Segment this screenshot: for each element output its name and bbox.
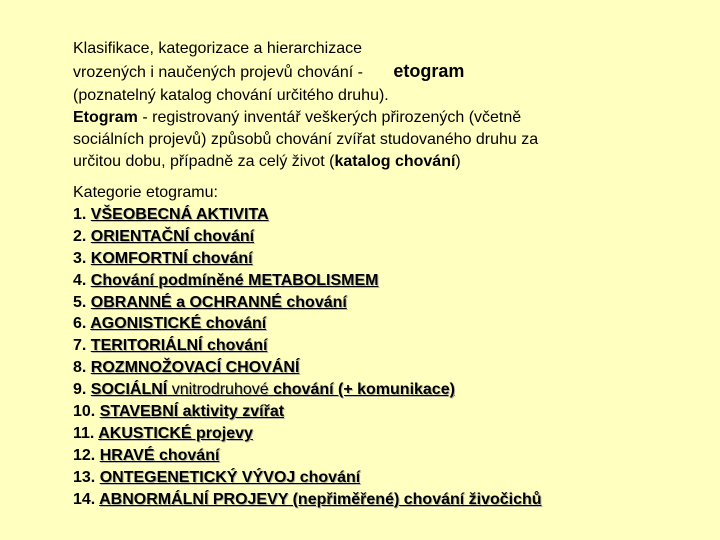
- category-link[interactable]: [91, 206, 269, 223]
- category-number: 10.: [73, 403, 100, 421]
- definition-line-3: [73, 151, 673, 173]
- category-label-part: Chování podmíněné METABOLISMEM: [90, 271, 379, 289]
- category-link[interactable]: [91, 228, 254, 245]
- category-item: [73, 204, 713, 226]
- category-label-part: ROZMNOŽOVACÍ CHOVÁNÍ: [90, 359, 300, 377]
- category-link[interactable]: [91, 381, 455, 398]
- category-number: 12.: [73, 446, 100, 464]
- category-number: 11.: [73, 424, 99, 442]
- definition-line-3-a: určitou dobu, případně za celý život (: [73, 153, 335, 171]
- category-link[interactable]: [91, 272, 379, 289]
- category-number: 1.: [73, 205, 91, 223]
- category-item: [73, 379, 713, 401]
- category-link[interactable]: [91, 250, 253, 267]
- category-label-part: vnitrodruhové: [167, 381, 274, 399]
- category-label-part: OBRANNÉ a OCHRANNÉ chování: [90, 293, 347, 311]
- intro-line-2-text: vrozených i naučených projevů chování -: [73, 64, 368, 82]
- intro-line-2: [73, 60, 673, 84]
- etogram-term: etogram: [393, 61, 465, 82]
- category-label-part: HRAVÉ chování: [99, 446, 220, 464]
- category-item: [73, 270, 713, 292]
- category-link[interactable]: [90, 315, 266, 332]
- category-item: [73, 248, 713, 270]
- category-label-part: TERITORIÁLNÍ chování: [90, 337, 268, 355]
- category-link[interactable]: [100, 403, 284, 420]
- categories-heading: Kategorie etogramu:: [73, 184, 218, 201]
- category-label-part: STAVEBNÍ aktivity zvířat: [99, 403, 285, 421]
- category-label-part: AGONISTICKÉ chování: [90, 315, 267, 333]
- category-number: 14.: [73, 490, 100, 508]
- category-link[interactable]: [99, 491, 541, 508]
- category-label-part: ABNORMÁLNÍ PROJEVY (nepřiměřené) chování živočichů: [99, 490, 542, 508]
- category-item: [73, 313, 713, 335]
- categories-block: [73, 182, 713, 511]
- category-item: [73, 226, 713, 248]
- category-item: [73, 489, 713, 511]
- category-number: 5.: [73, 293, 91, 311]
- category-label-part: ORIENTAČNÍ chování: [90, 227, 255, 245]
- katalog-chovani: katalog chování: [334, 153, 456, 171]
- category-number: 6.: [73, 315, 91, 333]
- category-number: 2.: [73, 227, 91, 245]
- category-link[interactable]: [91, 294, 347, 311]
- category-item: [73, 292, 713, 314]
- category-item: [73, 357, 713, 379]
- definition-term: Etogram: [73, 108, 138, 126]
- category-number: 13.: [73, 468, 100, 486]
- category-item: [73, 445, 713, 467]
- intro-line-1: Klasifikace, kategorizace a hierarchizace: [73, 40, 363, 57]
- category-list: [73, 204, 713, 511]
- category-link[interactable]: [100, 469, 361, 486]
- intro-line-3: (poznatelný katalog chování určitého druhu).: [73, 86, 389, 104]
- definition-line-1: [73, 107, 673, 129]
- category-label-part: KOMFORTNÍ chování: [90, 249, 253, 267]
- definition-text: - registrovaný inventář veškerých přirozených (včetně: [137, 108, 522, 126]
- category-link[interactable]: [91, 359, 300, 376]
- category-item: [73, 423, 713, 445]
- category-label-part: SOCIÁLNÍ: [90, 381, 168, 399]
- category-number: 8.: [73, 359, 91, 377]
- category-number: 4.: [73, 271, 91, 289]
- category-link[interactable]: [91, 337, 268, 354]
- category-label-part: AKUSTICKÉ projevy: [98, 424, 253, 442]
- category-label-part: chování (+ komunikace): [273, 381, 455, 399]
- category-link[interactable]: [100, 447, 220, 464]
- category-item: [73, 467, 713, 489]
- category-link[interactable]: [98, 425, 253, 442]
- category-label-part: VŠEOBECNÁ AKTIVITA: [90, 205, 269, 223]
- category-number: 3.: [73, 249, 91, 267]
- category-number: 7.: [73, 337, 91, 355]
- category-item: [73, 335, 713, 357]
- definition-line-2: sociálních projevů) způsobů chování zvířat studovaného druhu za: [73, 131, 539, 149]
- definition-line-3-c: ): [455, 153, 461, 171]
- category-number: 9.: [73, 381, 91, 399]
- category-label-part: ONTEGENETICKÝ VÝVOJ chování: [99, 468, 361, 486]
- category-item: [73, 401, 713, 423]
- intro-block: [73, 38, 673, 174]
